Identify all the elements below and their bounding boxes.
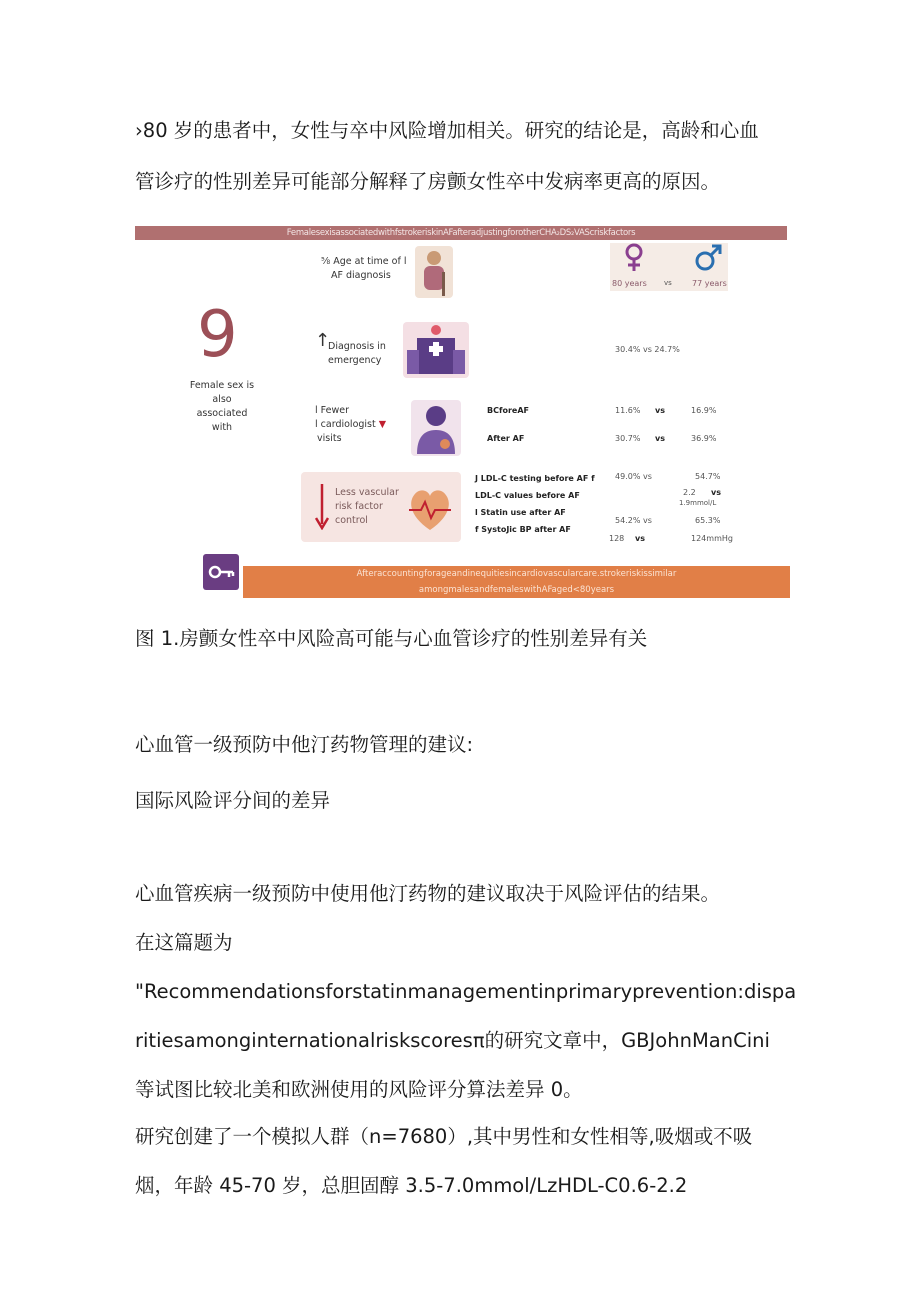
ldl-testing-female: 49.0% vs <box>615 472 652 481</box>
female-age: 80 years <box>612 279 647 288</box>
fewer-label-line: visits <box>317 433 342 444</box>
ldl-values-label: LDL-C values before AF <box>475 491 580 500</box>
paragraph-line: ritiesamonginternationalriskscoresπ的研究文章中，GBJohnManCini <box>135 1029 770 1052</box>
figure-1 <box>135 226 790 598</box>
diagnosis-label <box>328 340 386 368</box>
figure-caption: 图 1.房颤女性卒中风险高可能与心血管诊疗的性别差异有关 <box>135 627 648 650</box>
less-vascular-box <box>301 472 461 542</box>
after-af-female: 30.7% <box>615 434 641 443</box>
diagnosis-label-line: Diagnosis in <box>328 341 386 352</box>
paragraph-line: 烟，年龄 45-70 岁，总胆固醇 3.5-7.0mmol/LzHDL-C0.6-2.2 <box>135 1174 688 1197</box>
down-arrow-icon <box>315 484 329 530</box>
statin-male: 65.3% <box>695 516 721 525</box>
before-af-male: 16.9% <box>691 406 717 415</box>
female-sex-text <box>187 379 257 435</box>
less-vascular-text <box>335 486 399 528</box>
ldl-testing-male: 54.7% <box>695 472 721 481</box>
before-af-vs: vs <box>655 406 665 415</box>
figure-bottom-banner <box>243 566 790 598</box>
paragraph-line: 心血管疾病一级预防中使用他汀药物的建议取决于风险评估的结果。 <box>135 882 721 905</box>
bp-label: f SystoJic BP after AF <box>475 525 571 534</box>
statin-label: l Statin use after AF <box>475 508 566 517</box>
before-af-label: BCforeAF <box>487 406 529 415</box>
figure-top-banner: FemalesexisassociatedwithfstrokeriskinAFafteradjustingforotherCHA₂DS₂VAScriskfactors <box>135 226 787 240</box>
bottom-banner-line: amongmalesandfemaleswithAFaged<80years <box>418 585 615 595</box>
paragraph-line: 在这篇题为 <box>135 931 233 954</box>
paragraph-line: 等试图比较北美和欧洲使用的风险评分算法差异 0。 <box>135 1078 583 1101</box>
paragraph-line: ›80 岁的患者中，女性与卒中风险增加相关。研究的结论是，高龄和心血 <box>135 119 759 142</box>
ldl-values-vs: vs <box>711 488 721 497</box>
ldl-testing-label: J LDL-C testing before AF f <box>475 474 595 483</box>
bottom-banner-line: Afteraccountingforageandinequitiesincardiovascularcare.strokeriskissimilar <box>356 569 677 579</box>
age-label-line: ⅝ Age at time of l <box>321 256 407 267</box>
section-heading: 心血管一级预防中他汀药物管理的建议: <box>135 733 474 756</box>
hospital-icon <box>403 322 469 378</box>
ldl-values-male: 1.9mmol/L <box>679 499 717 507</box>
diagnosis-label-line: emergency <box>328 355 382 366</box>
down-triangle-icon: ▼ <box>378 419 387 430</box>
up-arrow-icon: ↑ <box>315 330 331 351</box>
less-vascular-line: Less vascular <box>335 487 399 498</box>
fewer-label-line: l cardiologist <box>315 419 376 430</box>
doctor-icon <box>411 400 461 456</box>
paragraph-line: "Recommendationsforstatinmanagementinprimaryprevention:dispa <box>135 980 797 1003</box>
after-af-male: 36.9% <box>691 434 717 443</box>
ldl-values-female: 2.2 <box>683 488 696 497</box>
male-symbol-icon <box>694 243 722 273</box>
female-symbol-icon <box>622 243 646 273</box>
after-af-label: After AF <box>487 434 525 443</box>
age-label <box>321 255 407 283</box>
vs-label: vs <box>664 279 672 287</box>
statin-female: 54.2% vs <box>615 516 652 525</box>
bp-vs: vs <box>635 534 645 543</box>
fewer-label-line: l Fewer <box>315 405 349 416</box>
male-age: 77 years <box>692 279 727 288</box>
gender-age-box <box>610 243 728 291</box>
less-vascular-line: control <box>335 515 368 526</box>
section-subheading: 国际风险评分间的差异 <box>135 789 331 812</box>
fewer-cardiologist-label <box>315 404 386 446</box>
female-sex-text-line: also associated <box>196 394 248 419</box>
big-number: 9 <box>197 298 238 372</box>
before-af-female: 11.6% <box>615 406 641 415</box>
diagnosis-value: 30.4% vs 24.7% <box>615 345 680 354</box>
less-vascular-line: risk factor <box>335 501 383 512</box>
female-sex-text-line: Female sex is <box>189 380 255 391</box>
bp-female: 128 <box>609 534 625 543</box>
after-af-vs: vs <box>655 434 665 443</box>
paragraph-line: 研究创建了一个模拟人群（n=7680）,其中男性和女性相等,吸烟或不吸 <box>135 1125 753 1148</box>
age-label-line: AF diagnosis <box>331 270 391 281</box>
female-sex-text-line: with <box>211 422 233 433</box>
elderly-woman-icon <box>415 246 453 298</box>
bp-male: 124mmHg <box>691 534 733 543</box>
key-icon <box>203 554 239 590</box>
paragraph-line: 管诊疗的性别差异可能部分解释了房颤女性卒中发病率更高的原因。 <box>135 170 721 193</box>
heart-icon <box>405 480 455 536</box>
